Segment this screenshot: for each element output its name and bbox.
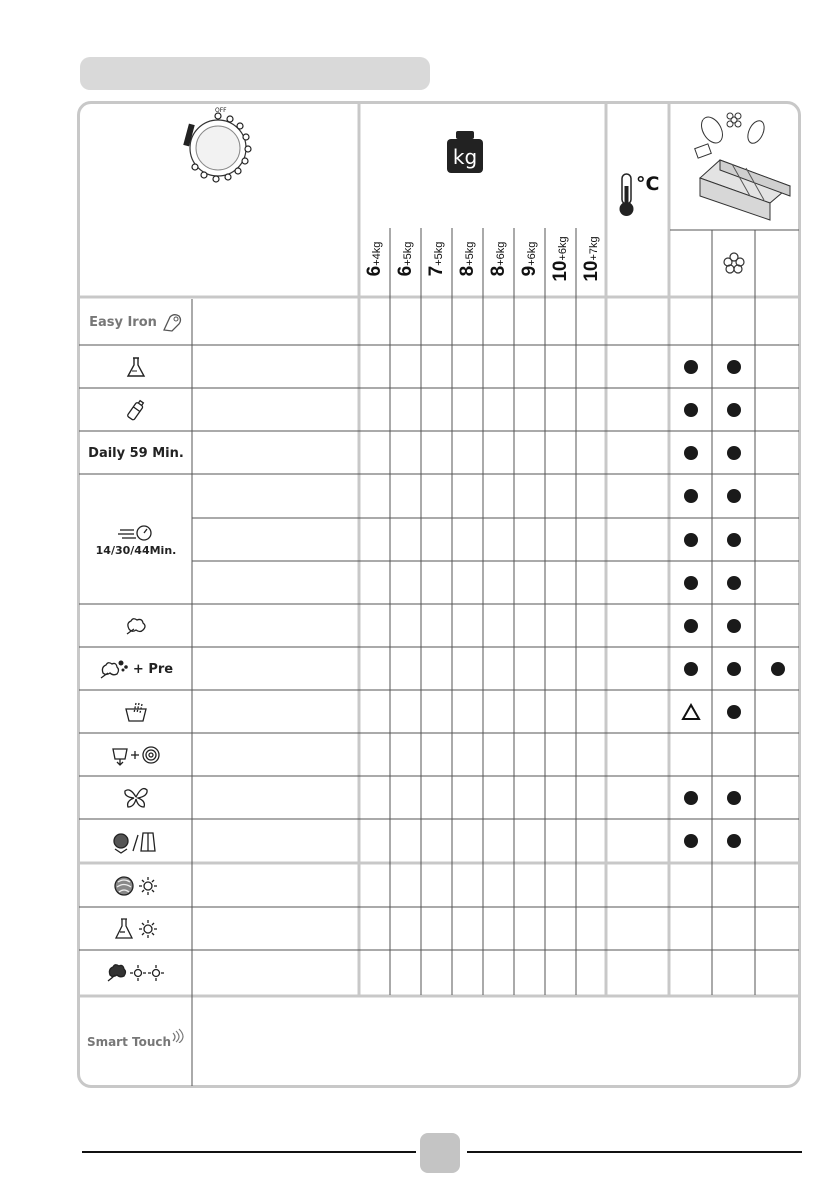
detergent-dot bbox=[727, 791, 741, 805]
flask-icon bbox=[124, 355, 148, 379]
capacity-column-2: 6+5kg bbox=[395, 241, 416, 277]
cotton-sun-sun-icon bbox=[106, 961, 166, 985]
footer-rule-right bbox=[467, 1151, 802, 1153]
rapid-stopwatch-icon bbox=[116, 522, 156, 542]
footer-rule-left bbox=[82, 1151, 416, 1153]
detergent-dot bbox=[727, 446, 741, 460]
smart-touch-label: Smart Touch bbox=[80, 998, 192, 1086]
program-rapid: 14/30/44Min. bbox=[80, 475, 192, 604]
detergent-dot bbox=[684, 489, 698, 503]
detergent-dot bbox=[684, 576, 698, 590]
detergent-dot bbox=[684, 662, 698, 676]
iron-shirt-icon bbox=[161, 311, 183, 333]
program-cotton-dry bbox=[80, 951, 192, 995]
capacity-column-1: 6+4kg bbox=[364, 241, 385, 277]
detergent-dot bbox=[727, 403, 741, 417]
program-synthetics bbox=[80, 346, 192, 388]
weight-icon bbox=[447, 131, 483, 173]
detergent-dot bbox=[684, 446, 698, 460]
program-synthetic-dry bbox=[80, 908, 192, 950]
cotton-flower-icon bbox=[123, 615, 149, 637]
detergent-dot bbox=[684, 533, 698, 547]
program-cotton bbox=[80, 605, 192, 647]
flask-sun-icon bbox=[113, 917, 159, 941]
dial-off-label: OFF bbox=[215, 107, 227, 114]
detergent-dot bbox=[727, 360, 741, 374]
detergent-dot bbox=[727, 834, 741, 848]
drain-spin-icon bbox=[111, 743, 161, 767]
thermometer-icon bbox=[616, 172, 638, 218]
weight-icon-text: kg bbox=[452, 145, 478, 169]
detergent-drawer-illustration bbox=[690, 108, 796, 222]
detergent-dot bbox=[684, 834, 698, 848]
detergent-dot bbox=[727, 533, 741, 547]
program-cotton-pre: + Pre bbox=[80, 648, 192, 690]
detergent-dot bbox=[727, 576, 741, 590]
program-dial-icon bbox=[180, 104, 260, 184]
temperature-unit: °C bbox=[636, 173, 660, 195]
page-number-badge bbox=[420, 1133, 460, 1173]
detergent-dot bbox=[684, 791, 698, 805]
detergent-dot bbox=[684, 619, 698, 633]
wool-silk-icon bbox=[111, 829, 161, 855]
detergent-dot bbox=[727, 705, 741, 719]
nfc-signal-icon bbox=[171, 1027, 185, 1043]
detergent-dot bbox=[727, 619, 741, 633]
detergent-triangle bbox=[681, 703, 701, 725]
baby-bottle-icon bbox=[123, 397, 149, 423]
program-baby bbox=[80, 389, 192, 431]
program-hand-wash bbox=[80, 691, 192, 733]
detergent-dot bbox=[684, 403, 698, 417]
cotton-stain-icon bbox=[99, 658, 129, 680]
capacity-column-5: 8+6kg bbox=[488, 241, 509, 277]
capacity-column-8: 10+7kg bbox=[581, 236, 602, 282]
program-delicates bbox=[80, 777, 192, 819]
butterfly-icon bbox=[122, 785, 150, 811]
program-drain-spin bbox=[80, 734, 192, 776]
detergent-dot bbox=[727, 489, 741, 503]
detergent-dot bbox=[771, 662, 785, 676]
capacity-column-3: 7+5kg bbox=[426, 241, 447, 277]
program-easy-iron: Easy Iron bbox=[80, 300, 192, 344]
softener-flower-icon bbox=[723, 252, 745, 274]
wool-sun-icon bbox=[113, 874, 159, 898]
detergent-dot bbox=[684, 360, 698, 374]
capacity-column-6: 9+6kg bbox=[519, 241, 540, 277]
capacity-column-7: 10+6kg bbox=[550, 236, 571, 282]
program-wool-dry bbox=[80, 865, 192, 907]
basin-shower-icon bbox=[124, 701, 148, 723]
program-wool-silk bbox=[80, 820, 192, 863]
program-daily-59: Daily 59 Min. bbox=[88, 445, 184, 461]
detergent-dot bbox=[727, 662, 741, 676]
capacity-column-4: 8+5kg bbox=[457, 241, 478, 277]
